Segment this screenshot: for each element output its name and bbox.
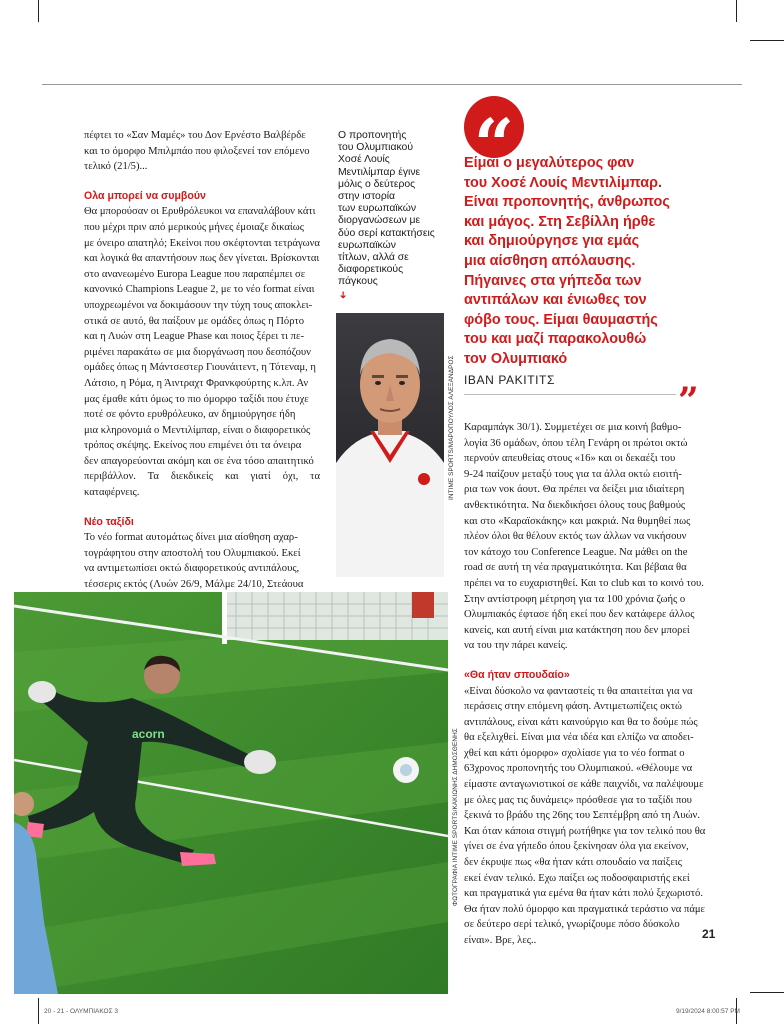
text-line: σε δεύτερο σερί τελικό, γνωρίζουμε πόσο δύσκολο xyxy=(464,919,680,931)
quote-line: του Χοσέ Λουίς Μεντιλίμπαρ. xyxy=(464,174,663,191)
quote-line: Είμαι ο μεγαλύτερος φαν xyxy=(464,155,635,171)
coach-portrait xyxy=(336,313,444,577)
quote-rule xyxy=(464,394,676,395)
caption-arrow-icon: ➜ xyxy=(337,290,349,299)
pull-quote xyxy=(464,154,734,370)
right-para2 xyxy=(464,684,735,949)
crop-mark xyxy=(38,998,39,1024)
match-photo-credit: ΦΩΤΟΓΡΑΦΙΑ INTIME SPORTS/ΚΑΚΙΩΝΗΣ ΔΗΜΟΣΘΕΝΗΣ xyxy=(452,728,459,906)
text-line: να του την πάρει κανείς. xyxy=(464,640,568,652)
text-line: με όλες μας τις δυνάμεις» πρόσθεσε για το ταξίδι που xyxy=(464,794,692,806)
quote-line: Πήγαινες στα γήπεδα των xyxy=(464,272,642,289)
quote-close-mark: ” xyxy=(678,380,699,422)
caption-line: διαφορετικούς xyxy=(338,264,404,276)
text-line: πρέπει να το ευχαριστηθεί. Και το club και το κοινό του. xyxy=(464,577,704,589)
text-line: road σε αυτή τη νέα πραγματικότητα. Και βέβαια θα xyxy=(464,562,687,574)
text-line: τρόπος σκέψης. Εκείνος που επιμένει ότι τα όνειρα xyxy=(84,440,302,452)
text-line: να αντιμετωπίσει οκτώ διαφορετικούς αντιπάλους, xyxy=(84,563,300,575)
caption-line: διοργανώσεων με xyxy=(338,215,421,227)
quote-line: τον Ολυμπιακό xyxy=(464,350,568,367)
text-line: περάσεις στην επόμενη φάση. Αντιμετωπίζεις οκτώ xyxy=(464,701,682,713)
match-photo xyxy=(14,592,448,994)
quote-line: Είναι προπονητής, άνθρωπος xyxy=(464,194,670,211)
text-line: πέφτει το «Σαν Μαμές» του Δον Ερνέστο Βαλβέρδε xyxy=(84,130,306,141)
text-line: κανονικό Champions League 2, με το νέο format είναι xyxy=(84,284,315,296)
text-line: Ολυμπιακός έφτασε ήδη εκεί που δεν κατάφερε άλλος xyxy=(464,609,695,621)
text-line: Στην αντίστροφη μέτρηση για τα 100 χρόνια ζωής ο xyxy=(464,593,686,605)
text-line: περιβάλλον. Τα διεκδικείς και γιατί όχι, τα καταφέρνεις. xyxy=(84,471,320,499)
text-line: τέσσερις εκτός (Λυών 26/9, Μάλμε 24/10, Στεάουα xyxy=(84,579,304,591)
text-line: «Είναι δύσκολο να φανταστείς τι θα απαιτείται για να xyxy=(464,685,693,697)
text-line: και το όμορφο Μπιλμπάο που φιλοξενεί τον επόμενο xyxy=(84,145,310,157)
text-line: ομάδες όπως η Μάντσεστερ Γιουνάιτεντ, η Τότεναμ, η xyxy=(84,362,316,374)
crop-mark xyxy=(750,40,784,41)
text-line: Θα μπορούσαν οι Ερυθρόλευκοι να επαναλάβουν κάτι xyxy=(84,206,316,218)
caption-line: των ευρωπαϊκών xyxy=(338,203,417,215)
text-line: δεν έκρυψε πως «θα ήταν κάτι σπουδαίο να παίξεις xyxy=(464,857,682,869)
crop-mark xyxy=(750,992,784,993)
crop-mark xyxy=(38,0,39,22)
text-line: τογράφητου στην αποστολή του Ολυμπιακού. Εκεί xyxy=(84,547,301,559)
caption-line: δύο σερί κατακτήσεις xyxy=(338,227,435,239)
caption-line: τίτλων, αλλά σε xyxy=(338,252,409,264)
text-line: πλέον όλοι θα θέλουν εκτός των άλλων να νικήσουν xyxy=(464,531,687,543)
quote-author: ΙΒΑΝ ΡΑΚΙΤΙΤΣ xyxy=(464,373,556,387)
text-line: τελικό (21/5)... xyxy=(84,161,148,173)
coach-portrait-art xyxy=(336,313,444,577)
subhead-ola: Ολα μπορεί να συμβούν xyxy=(84,189,206,202)
text-line: χθεί και κάτι όμορφο» σχολίασε για το νέο format ο xyxy=(464,747,685,759)
text-line: στο ανανεωμένο Europa League που παραπέμπει σε xyxy=(84,268,306,280)
text-line: κανείς, και αυτή είναι μια κατάκτηση που δεν μπορεί xyxy=(464,624,690,636)
text-line: που μέχρι πριν από μερικούς μήνες έμοιαζε δικαίως xyxy=(84,221,304,233)
sponsor-logo: acorn xyxy=(132,727,165,741)
page-number: 21 xyxy=(702,927,716,941)
text-line: μας έμαθε κάτι όμως το πιο όμορφο ταξίδι που έτυχε xyxy=(84,393,309,405)
text-line: αντιπάλους, είναι κάτι καινούργιο και θα το δούμε πώς xyxy=(464,716,698,728)
text-line: και πραγματικά για εμένα θα ήταν κάτι πολύ ξεχωριστό. xyxy=(464,888,703,900)
subhead-sp-oudaio: «Θα ήταν σπουδαίο» xyxy=(464,668,570,681)
text-line: ριμένει παρακάτω σε μια διοργάνωση που δεσπόζουν xyxy=(84,346,311,358)
text-line: Καραμπάγκ 30/1). Συμμετέχει σε μια κοινή βαθμο- xyxy=(464,422,682,433)
text-line: ξεκινά το βράδυ της 26ης του Σεπτέμβρη από τη Λυών. xyxy=(464,810,700,822)
caption-line: πάγκους xyxy=(338,276,378,288)
quote-line: φόβο τους. Είμαι θαυμαστής xyxy=(464,311,658,328)
photo-caption xyxy=(338,130,442,301)
subhead-neo-taxidi: Νέο ταξίδι xyxy=(84,515,134,528)
text-line: εκεί έναν τελικό. Εχω παίξει ως ποδοσφαιριστής εκεί xyxy=(464,872,690,884)
text-line: περνούν απευθείας στους «16» και οι δεκαέξι του xyxy=(464,453,676,465)
text-line: ανθεκτικότητα. Να διεκδικήσει όλους τους βαθμούς xyxy=(464,499,686,511)
text-line: γίνει σε ένα γήπεδο όπου ξεκίνησαν όλα για εκείνον, xyxy=(464,841,689,853)
footer-left: 20 - 21 - ΟΛΥΜΠΙΑΚΟΣ 3 xyxy=(44,1008,119,1015)
text-line: τον κάτοχο του Conference League. Να μάθει on the xyxy=(464,546,688,558)
caption-line: Χοσέ Λουίς xyxy=(338,154,390,166)
left-intro xyxy=(84,128,320,175)
text-line: ρια των νοκ άουτ. Θα πρέπει να δείξει μια ιδιαίτερη xyxy=(464,484,685,496)
crop-mark xyxy=(736,0,737,22)
caption-line: Ο προπονητής xyxy=(338,130,407,141)
text-line: Λάτσιο, η Ρόμα, η Άιντραχτ Φρανκφούρτης κ.λπ. Αν xyxy=(84,377,309,389)
text-line: Το νέο format αυτομάτως δίνει μια αίσθηση αχαρ- xyxy=(84,532,298,544)
text-line: μια κληρονομιά ο Μεντιλίμπαρ, είναι ο διαφορετικός xyxy=(84,424,311,436)
quote-line: μια αίσθηση απόλαυσης. xyxy=(464,252,636,269)
caption-line: μόλις ο δεύτερος xyxy=(338,178,416,190)
text-line: και η Λυών στη League Phase και ποιος ξέρει τι πε- xyxy=(84,331,304,343)
text-line: ποτέ σε φόντο ερυθρόλευκο, αν δημιούργησε ήδη xyxy=(84,409,296,421)
text-line: δεν απαγορεύονται ακόμη και σε ένα τόσο απαιτητικό xyxy=(84,455,314,467)
footer-right: 9/19/2024 8:00:57 PM xyxy=(676,1008,740,1015)
text-line: Και όταν κάποια στιγμή ρωτήθηκε για τον τελικό που θα xyxy=(464,825,706,837)
text-line: με όνειρο απατηλό; Εκείνοι που σκέφτονται τετράγωνα xyxy=(84,237,320,249)
quote-line: αντιπάλων και ένιωθες τον xyxy=(464,292,647,309)
caption-line: Μεντιλίμπαρ έγινε xyxy=(338,166,421,178)
caption-line: ευρωπαϊκών xyxy=(338,239,396,251)
text-line: 9-24 παίζουν μεταξύ τους για τα άλλα οκτώ εισιτή- xyxy=(464,468,682,480)
text-line: είναι». Βρε, λες.. xyxy=(464,935,537,946)
text-line: θα εξελιχθεί. Είναι μια νέα ιδέα και ελπίζω να αποδει- xyxy=(464,732,694,744)
text-line: Θα ήταν πολύ όμορφο και πραγματικά τεράστιο να πάμε xyxy=(464,903,706,915)
caption-line: του Ολυμπιακού xyxy=(338,142,414,154)
quote-open-mark: “ xyxy=(464,96,524,158)
left-para1 xyxy=(84,204,320,500)
caption-line: στην ιστορία xyxy=(338,191,396,203)
text-line: και λογικά θα απαντήσουν πως δεν γίνεται. Βρίσκονται xyxy=(84,253,320,265)
right-para1 xyxy=(464,420,735,654)
quote-line: και δημιούργησε για εμάς xyxy=(464,233,640,250)
portrait-credit: INTIME SPORTS/ΜΑΡΟΠΟΥΛΟΣ ΑΛΕΞΑΝΔΡΟΣ xyxy=(448,355,455,500)
text-line: λογία 36 ομάδων, όπου τέλη Γενάρη οι πρώτοι οκτώ xyxy=(464,437,688,449)
text-line: είμαστε ανταγωνιστικοί σε κάθε παιχνίδι, να παλέψουμε xyxy=(464,779,704,791)
quote-line: του και μαζί παρακολουθώ xyxy=(464,331,647,348)
right-column xyxy=(464,420,735,949)
text-line: στικά σε αυτό, θα παίξουν με ομάδες όπως η Πόρτο xyxy=(84,315,305,327)
text-line: 63χρονος προπονητής του Ολυμπιακού. «Θέλουμε να xyxy=(464,763,693,775)
header-rule xyxy=(42,84,742,85)
left-column xyxy=(84,128,320,624)
quote-line: και μάγος. Στη Σεβίλλη ήρθε xyxy=(464,213,656,230)
text-line: και στο «Καραϊσκάκης» και μακριά. Να θυμηθεί πως xyxy=(464,515,691,527)
match-photo-art xyxy=(14,592,448,994)
text-line: υποχρεωμένοι να δοκιμάσουν την τύχη τους αποκλει- xyxy=(84,299,313,311)
